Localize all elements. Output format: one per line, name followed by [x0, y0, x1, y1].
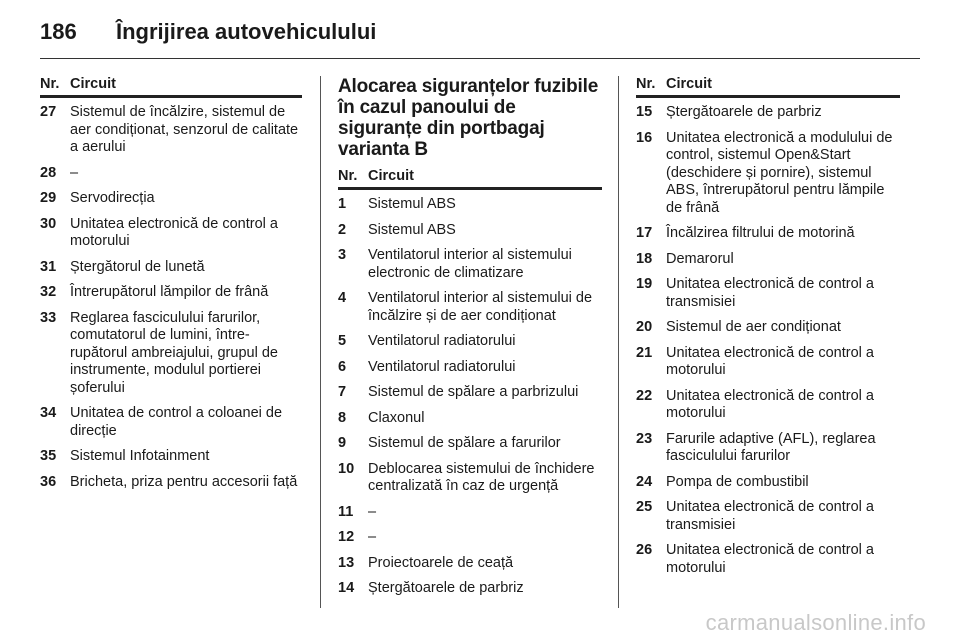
circuit-description: Întrerupătorul lămpilor de frână [70, 284, 269, 300]
fuse-number: 31 [40, 258, 57, 275]
circuit-description: Unitatea electronică de control a motorului [666, 387, 874, 421]
circuit-description: Sistemul de spălare a parbrizului [368, 384, 579, 400]
table-row [40, 284, 302, 302]
circuit-description: Sistemul ABS [368, 196, 456, 212]
column-2 [338, 76, 602, 606]
table-row [338, 359, 602, 377]
circuit-description: Ștergătoarele de parbriz [666, 104, 822, 120]
page-title: Îngrijirea autovehiculului [116, 19, 377, 44]
fuse-number: 30 [40, 215, 57, 232]
fuse-number: 13 [338, 554, 355, 571]
circuit-description: Claxonul [368, 409, 425, 426]
fuse-number: 21 [636, 344, 653, 361]
column-header-nr: Nr. [40, 76, 60, 92]
fuse-number: 14 [338, 580, 355, 596]
section-title: Alocarea siguranțelor fuzibile în cazul panoului de siguranțe din portbagaj varianta B [338, 76, 599, 160]
table-header [40, 76, 302, 98]
circuit-description: Unitatea electronică de control a motorului [666, 344, 874, 378]
fuse-number: 29 [40, 190, 57, 206]
column-3 [636, 76, 900, 585]
circuit-description: Sistemul de spălare a farurilor [368, 435, 561, 451]
fuse-number: 33 [40, 309, 57, 326]
table-row [40, 104, 302, 157]
table-row [636, 542, 900, 577]
circuit-description: Unitatea de control a coloanei de direcție [70, 405, 283, 439]
fuse-number: 34 [40, 405, 57, 421]
table-row [636, 431, 900, 466]
table-row [338, 410, 602, 428]
table-row [338, 529, 602, 547]
fuse-number: 9 [338, 435, 347, 451]
circuit-description: – [368, 529, 377, 545]
table-row [636, 474, 900, 492]
table-row [338, 461, 602, 496]
table-row [40, 190, 302, 208]
circuit-description: Ventilatorul radiatorului [368, 358, 516, 375]
fuse-number: 35 [40, 448, 57, 464]
fuse-number: 19 [636, 276, 653, 292]
table-row [338, 247, 602, 282]
circuit-description: – [70, 164, 79, 181]
circuit-description: Demarorul [666, 250, 734, 267]
circuit-description: Unitatea electronică de control a transmisiei [666, 499, 874, 533]
fuse-number: 17 [636, 225, 653, 241]
table-row [338, 196, 602, 214]
table-row [338, 222, 602, 240]
circuit-description: Unitatea electronică de control a transmisiei [666, 276, 874, 310]
circuit-description: Unitatea electronică de control a motorului [70, 215, 278, 249]
fuse-number: 11 [338, 503, 354, 520]
fuse-number: 32 [40, 284, 57, 300]
fuse-number: 6 [338, 358, 347, 375]
fuse-number: 22 [636, 387, 653, 404]
column-header-nr: Nr. [338, 168, 358, 184]
circuit-description: Pompa de combustibil [666, 473, 809, 490]
table-header [338, 168, 602, 190]
fuse-number: 15 [636, 104, 653, 120]
circuit-description: Sistemul de aer condiționat [666, 319, 841, 335]
fuse-number: 24 [636, 473, 653, 490]
circuit-description: – [368, 503, 377, 520]
page-number: 186 [40, 19, 77, 44]
fuse-number: 10 [338, 460, 355, 477]
column-1 [40, 76, 302, 499]
fuse-number: 20 [636, 319, 653, 335]
table-row [40, 165, 302, 183]
circuit-description: Ventilatorul interior al sistemului de încălzire și de aer condiționat [368, 290, 593, 324]
table-row [338, 580, 602, 598]
circuit-description: Proiectoarele de ceață [368, 554, 514, 571]
circuit-description: Unitatea electronică a modulului de control, sistemul Open&Start (deschidere și pornire), sistemul ABS, întrerupătorul pentru lămpile de frână [666, 129, 893, 216]
circuit-description: Servodirecția [70, 190, 155, 206]
table-row [636, 225, 900, 243]
fuse-list [40, 104, 302, 491]
table-row [338, 290, 602, 325]
circuit-description: Sistemul ABS [368, 221, 456, 238]
circuit-description: Farurile adaptive (AFL), reglarea fasciculului farurilor [666, 430, 876, 464]
circuit-description: Ștergătoarele de parbriz [368, 580, 524, 596]
table-row [40, 310, 302, 398]
fuse-list [636, 104, 900, 577]
header-divider [40, 58, 920, 59]
page-header [40, 12, 376, 52]
table-row [40, 474, 302, 492]
table-row [636, 388, 900, 423]
fuse-number: 7 [338, 384, 347, 400]
table-row [636, 319, 900, 337]
circuit-description: Bricheta, priza pentru accesorii față [70, 473, 298, 490]
circuit-description: Reglarea fasciculului farurilor, comutatorul de lumini, între- rupătorul ambreiajului, grupul de instrumente, modulul portierei șoferului [70, 309, 278, 396]
table-row [636, 251, 900, 269]
circuit-description: Încălzirea filtrului de motorină [666, 225, 855, 241]
column-header-circuit: Circuit [666, 76, 712, 92]
table-row [636, 499, 900, 534]
table-row [636, 345, 900, 380]
fuse-number: 27 [40, 104, 57, 120]
fuse-number: 8 [338, 409, 347, 426]
table-row [338, 333, 602, 351]
column-header-circuit: Circuit [368, 168, 414, 184]
column-divider [320, 76, 321, 608]
circuit-description: Ventilatorul radiatorului [368, 333, 516, 349]
fuse-number: 28 [40, 164, 57, 181]
table-row [338, 555, 602, 573]
fuse-number: 5 [338, 333, 347, 349]
fuse-number: 26 [636, 542, 653, 558]
circuit-description: Unitatea electronică de control a motorului [666, 542, 874, 576]
table-row [338, 435, 602, 453]
fuse-number: 25 [636, 499, 653, 515]
fuse-number: 18 [636, 250, 653, 267]
circuit-description: Sistemul de încălzire, sistemul de aer condiționat, senzorul de calitate a aerului [70, 104, 299, 155]
table-row [338, 384, 602, 402]
table-row [40, 259, 302, 277]
fuse-number: 12 [338, 529, 355, 545]
fuse-number: 3 [338, 247, 347, 263]
fuse-list [338, 196, 602, 598]
circuit-description: Ventilatorul interior al sistemului electronic de climatizare [368, 247, 572, 281]
table-row [40, 216, 302, 251]
fuse-number: 23 [636, 430, 653, 447]
table-header [636, 76, 900, 98]
table-row [338, 504, 602, 522]
column-divider [618, 76, 619, 608]
circuit-description: Sistemul Infotainment [70, 448, 210, 464]
table-row [636, 130, 900, 218]
fuse-number: 36 [40, 473, 57, 490]
table-row [636, 104, 900, 122]
table-row [40, 405, 302, 440]
column-header-circuit: Circuit [70, 76, 116, 92]
column-header-nr: Nr. [636, 76, 656, 92]
watermark[interactable]: carmanualsonline.info [705, 610, 926, 635]
fuse-number: 2 [338, 221, 347, 238]
fuse-number: 4 [338, 290, 347, 306]
circuit-description: Ștergătorul de lunetă [70, 258, 205, 275]
circuit-description: Deblocarea sistemului de închidere centralizată în caz de urgență [368, 460, 595, 494]
fuse-number: 16 [636, 129, 653, 146]
fuse-number: 1 [338, 196, 347, 212]
table-row [40, 448, 302, 466]
table-row [636, 276, 900, 311]
